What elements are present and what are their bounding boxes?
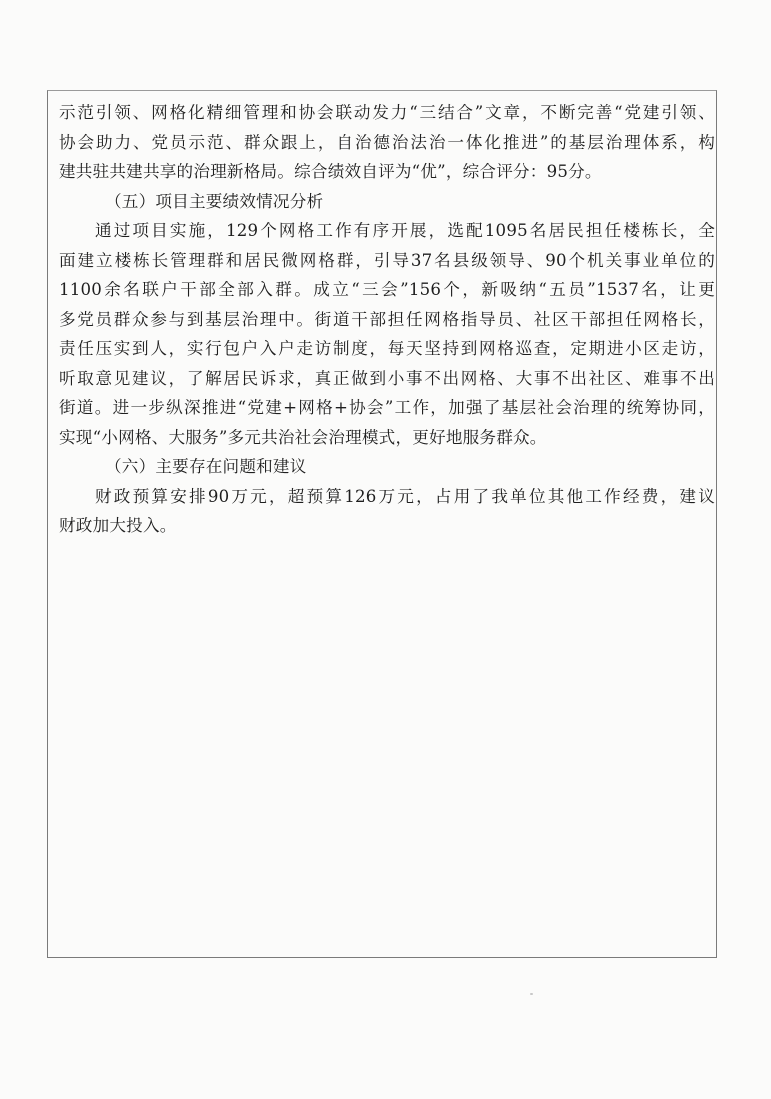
- paragraph-line: 1100余名联户干部全部入群。成立“三会”156个，新吸纳“五员”1537名，让更: [59, 280, 715, 299]
- paragraph-line: 实现“小网格、大服务”多元共治社会治理模式，更好地服务群众。: [59, 427, 547, 447]
- document-body: [59, 98, 715, 541]
- section-heading: （五）项目主要绩效情况分析: [105, 191, 324, 211]
- text-line: 示范引领、网格化精细管理和协会联动发力“三结合”文章，不断完善“党建引领、: [59, 103, 715, 122]
- paragraph-line: 听取意见建议，了解居民诉求，真正做到小事不出网格、大事不出社区、难事不出: [59, 368, 715, 388]
- paragraph-line: 责任压实到人，实行包户入户走访制度，每天坚持到网格巡查，定期进小区走访，: [59, 339, 715, 358]
- paragraph-line: 多党员群众参与到基层治理中。街道干部担任网格指导员、社区干部担任网格长，: [59, 309, 715, 329]
- paragraph-line: 财政加大投入。: [59, 516, 177, 535]
- paragraph-line: 街道。进一步纵深推进“党建+网格+协会”工作，加强了基层社会治理的统筹协同，: [59, 398, 715, 417]
- paragraph-line: 财政预算安排90万元，超预算126万元，占用了我单位其他工作经费，建议: [95, 486, 715, 506]
- section-heading: （六）主要存在问题和建议: [105, 457, 307, 476]
- text-line: 协会助力、党员示范、群众跟上，自治德治法治一体化推进”的基层治理体系，构: [59, 132, 715, 152]
- scan-speck: [530, 993, 533, 995]
- text-line: 建共驻共建共享的治理新格局。综合绩效自评为“优”，综合评分：95分。: [59, 162, 602, 181]
- paragraph-line: 通过项目实施，129个网格工作有序开展，选配1095名居民担任楼栋长，全: [95, 221, 715, 240]
- paragraph-line: 面建立楼栋长管理群和居民微网格群，引导37名县级领导、90个机关事业单位的: [59, 250, 715, 270]
